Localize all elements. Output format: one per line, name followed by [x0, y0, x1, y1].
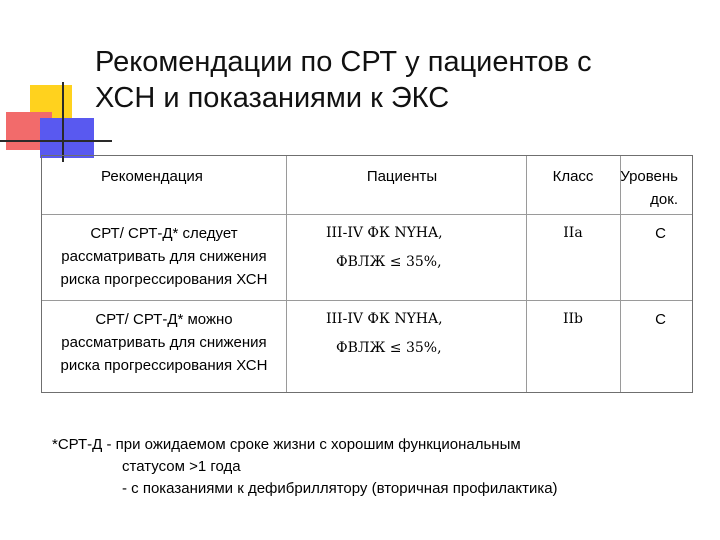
decor-blue-square	[40, 118, 94, 158]
level-value: C	[655, 311, 666, 328]
header-cell-class	[526, 156, 620, 214]
slide-title-line1: Рекомендации по СРТ у пациентов с	[95, 46, 592, 78]
recommendation-line: риска прогрессирования ХСН	[60, 271, 268, 288]
slide-title	[95, 44, 695, 116]
cell-level	[620, 300, 692, 392]
class-value: IIa	[563, 225, 583, 241]
recommendation-line: рассматривать для снижения	[61, 248, 267, 265]
table-row	[42, 300, 692, 392]
header-cell-patients	[286, 156, 526, 214]
recommendation-line: СРТ/ СРТ-Д* следует	[90, 225, 238, 242]
class-value: IIb	[562, 311, 584, 327]
header-level-label	[620, 165, 678, 211]
decor-horizontal-line	[0, 140, 112, 142]
recommendation-line: рассматривать для снижения	[61, 334, 267, 351]
level-value: C	[655, 225, 666, 242]
cell-recommendation	[42, 300, 286, 392]
table-header-row	[42, 156, 692, 215]
cell-level	[620, 214, 692, 300]
cell-recommendation	[42, 214, 286, 300]
patients-line: III-IV ФК NYHA,	[326, 311, 443, 327]
footnote	[52, 434, 692, 500]
slide-title-line2: ХСН и показаниями к ЭКС	[95, 82, 450, 114]
table-row	[42, 214, 692, 301]
cell-class	[526, 300, 620, 392]
header-recommendation-label: Рекомендация	[101, 168, 203, 185]
recommendations-table	[41, 155, 693, 393]
decor-vertical-line	[62, 82, 64, 162]
header-cell-level	[620, 156, 692, 214]
header-patients-label: Пациенты	[366, 168, 438, 185]
header-level-line2: док.	[650, 191, 678, 208]
cell-patients	[286, 300, 526, 392]
recommendation-line: СРТ/ СРТ-Д* можно	[95, 311, 233, 328]
cell-patients	[286, 214, 526, 300]
patients-line: ФВЛЖ ≤ 35%,	[336, 340, 442, 356]
footnote-line3: - с показаниями к дефибриллятору (вторичная профилактика)	[122, 480, 558, 497]
patients-line: III-IV ФК NYHA,	[326, 225, 443, 241]
header-level-line1: Уровень	[620, 168, 678, 185]
recommendation-line: риска прогрессирования ХСН	[60, 357, 268, 374]
header-class-label: Класс	[552, 168, 594, 185]
footnote-line1: *СРТ-Д - при ожидаемом сроке жизни с хорошим функциональным	[52, 436, 521, 453]
patients-line: ФВЛЖ ≤ 35%,	[336, 254, 442, 270]
header-cell-recommendation	[42, 156, 286, 214]
footnote-line2: статусом >1 года	[122, 458, 241, 475]
cell-class	[526, 214, 620, 300]
